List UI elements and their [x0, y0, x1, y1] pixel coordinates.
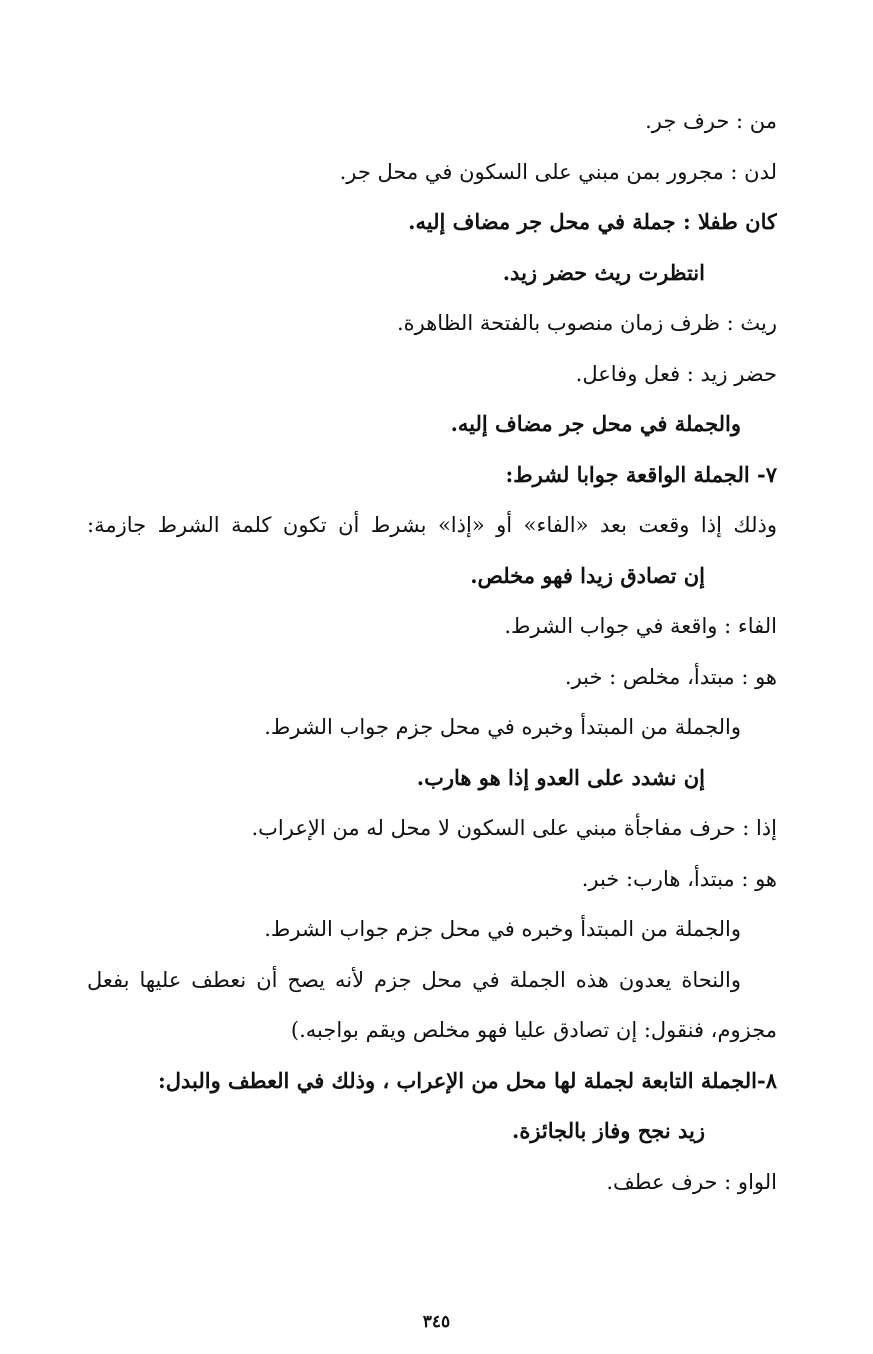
- text-line-6: حضر زيد : فعل وفاعل.: [575, 361, 777, 386]
- text-line-18: والنحاة يعدون هذه الجملة في محل جزم لأنه يصح أن نعطف عليها بفعل: [87, 967, 741, 992]
- text-line-12: هو : مبتدأ، مخلص : خبر.: [564, 664, 777, 689]
- section-heading-8: ٨-الجملة التابعة لجملة لها محل من الإعراب ، وذلك في العطف والبدل:: [158, 1067, 777, 1093]
- text-line-11: الفاء : واقعة في جواب الشرط.: [504, 614, 777, 638]
- text-line-22: الواو : حرف عطف.: [606, 1169, 777, 1194]
- page-body: [87, 96, 777, 1207]
- text-line-9: وذلك إذا وقعت بعد «الفاء» أو «إذا» بشرط أن تكون كلمة الشرط جازمة:: [87, 513, 777, 537]
- text-line-3: كان طفلا : جملة في محل جر مضاف إليه.: [408, 209, 777, 234]
- example-line-10: إن تصادق زيدا فهو مخلص.: [470, 562, 705, 588]
- text-line-19: مجزوم، فنقول: إن تصادق عليا فهو مخلص ويقم بواجبه.): [290, 1018, 777, 1042]
- text-line-16: هو : مبتدأ، هارب: خبر.: [581, 866, 777, 891]
- section-heading-7: ٧- الجملة الواقعة جوابا لشرط:: [505, 461, 777, 487]
- text-line-2: لدن : مجرور بمن مبني على السكون في محل جر.: [339, 159, 777, 184]
- page-number: ٣٤٥: [422, 1312, 451, 1332]
- text-line-13: والجملة من المبتدأ وخبره في محل جزم جواب الشرط.: [264, 715, 741, 739]
- text-line-1: من : حرف جر.: [645, 109, 777, 133]
- text-line-7: والجملة في محل جر مضاف إليه.: [450, 411, 741, 436]
- example-line-21: زيد نجح وفاز بالجائزة.: [512, 1118, 705, 1143]
- example-line-4: انتظرت ريث حضر زيد.: [502, 259, 705, 285]
- text-line-15: إذا : حرف مفاجأة مبني على السكون لا محل له من الإعراب.: [251, 816, 777, 840]
- text-line-5: ريث : ظرف زمان منصوب بالفتحة الظاهرة.: [396, 311, 777, 335]
- example-line-14: إن نشدد على العدو إذا هو هارب.: [416, 764, 705, 790]
- text-line-17: والجملة من المبتدأ وخبره في محل جزم جواب الشرط.: [264, 917, 741, 941]
